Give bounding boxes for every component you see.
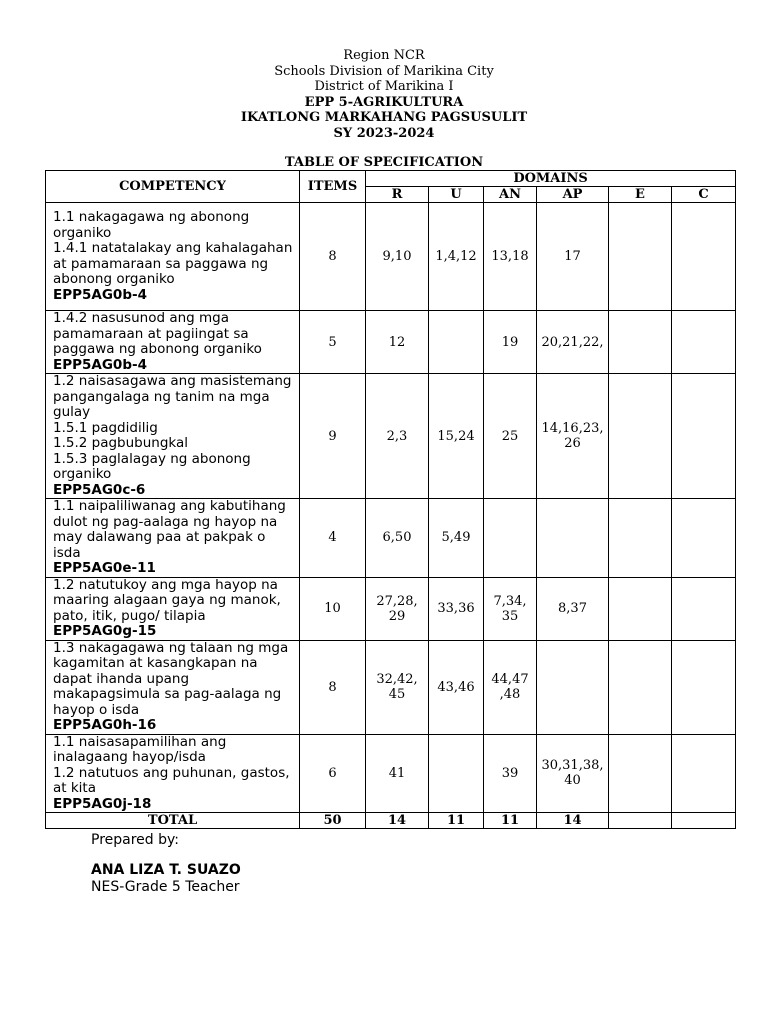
competency-text: 1.5.2 pagbubungkal: [53, 435, 189, 451]
preparer-name: ANA LIZA T. SUAZO: [91, 862, 241, 878]
ap-cell: 8,37: [537, 577, 609, 640]
competency-text: 1.1 naipaliliwanag ang kabutihang dulot ng pag-aalaga ng hayop na may dalawang paa at pakpak o isda: [53, 498, 286, 561]
competency-cell: [46, 734, 300, 813]
e-cell: [609, 734, 672, 813]
u-cell: 1,4,12: [429, 203, 484, 311]
items-cell: 10: [300, 577, 366, 640]
competency-text: 1.1 naisasapamilihan ang inalagaang hayop/isda: [53, 733, 227, 765]
competency-text: 1.3 nakagagawa ng talaan ng mga kagamitan at kasangkapan na dapat ihanda upang makapagsimula sa pag-aalaga ng hayop o isda: [53, 639, 289, 718]
r-cell: 27,28, 29: [366, 577, 429, 640]
preparer-position: NES-Grade 5 Teacher: [91, 879, 240, 895]
competency-code: EPP5AG0b-4: [53, 286, 147, 303]
competency-code: EPP5AG0c-6: [53, 481, 146, 498]
c-cell: [672, 734, 736, 813]
competency-cell: [46, 499, 300, 578]
competency-code: EPP5AG0h-16: [53, 717, 157, 733]
r-cell: 41: [366, 734, 429, 813]
competency-cell: [46, 311, 300, 374]
an-cell: [484, 499, 537, 578]
u-cell: 33,36: [429, 577, 484, 640]
table-row: [46, 640, 736, 734]
e-cell: [609, 203, 672, 311]
division-line: Schools Division of Marikina City: [274, 63, 494, 79]
district-line: District of Marikina I: [314, 79, 454, 94]
table-row: [46, 374, 736, 499]
competency-text: 1.4.1 natatalakay ang kahalagahan at pamamaraan sa paggawa ng abonong organiko: [53, 240, 293, 287]
total-label: TOTAL: [46, 813, 300, 829]
domain-e-header: E: [609, 187, 672, 203]
table-row: [46, 203, 736, 311]
ap-cell: 14,16,23, 26: [537, 374, 609, 499]
document-header: [0, 48, 768, 141]
r-cell: 6,50: [366, 499, 429, 578]
e-cell: [609, 374, 672, 499]
items-cell: 6: [300, 734, 366, 813]
r-cell: 2,3: [366, 374, 429, 499]
competency-code: EPP5AG0e-11: [53, 560, 156, 576]
competency-code: EPP5AG0g-15: [53, 623, 157, 639]
table-row: [46, 499, 736, 578]
total-e: [609, 813, 672, 829]
competency-code: EPP5AG0j-18: [53, 795, 152, 812]
items-cell: 4: [300, 499, 366, 578]
an-cell: 7,34, 35: [484, 577, 537, 640]
total-c: [672, 813, 736, 829]
competency-cell: [46, 203, 300, 311]
table-title: TABLE OF SPECIFICATION: [284, 155, 484, 170]
c-cell: [672, 577, 736, 640]
u-cell: 15,24: [429, 374, 484, 499]
competency-text: 1.2 natutukoy ang mga hayop na maaring alagaan gaya ng manok, pato, itik, pugo/ tilapia: [53, 576, 281, 624]
an-cell: 19: [484, 311, 537, 374]
competency-cell: [46, 374, 300, 499]
domain-c-header: C: [672, 187, 736, 203]
c-cell: [672, 499, 736, 578]
items-cell: 9: [300, 374, 366, 499]
items-cell: 8: [300, 640, 366, 734]
c-cell: [672, 203, 736, 311]
subject-line: EPP 5-AGRIKULTURA: [304, 94, 464, 110]
table-row: [46, 734, 736, 813]
total-an: 11: [484, 813, 537, 829]
u-cell: 5,49: [429, 499, 484, 578]
r-cell: 12: [366, 311, 429, 374]
region-line: Region NCR: [343, 48, 425, 63]
domain-ap-header: AP: [537, 187, 609, 203]
competency-header: COMPETENCY: [46, 171, 300, 203]
school-year-line: SY 2023-2024: [333, 125, 435, 141]
competency-text: 1.2 naisasagawa ang masistemang pangangalaga ng tanim na mga gulay: [53, 373, 292, 420]
domain-r-header: R: [366, 187, 429, 203]
table-row: [46, 311, 736, 374]
r-cell: 9,10: [366, 203, 429, 311]
competency-text: 1.5.1 pagdidilig: [53, 419, 158, 436]
an-cell: 39: [484, 734, 537, 813]
competency-text: 1.4.2 nasusunod ang mga pamamaraan at pagiingat sa paggawa ng abonong organiko: [53, 310, 262, 357]
r-cell: 32,42, 45: [366, 640, 429, 734]
an-cell: 44,47 ,48: [484, 640, 537, 734]
competency-code: EPP5AG0b-4: [53, 356, 147, 373]
total-r: 14: [366, 813, 429, 829]
u-cell: 43,46: [429, 640, 484, 734]
c-cell: [672, 311, 736, 374]
prepared-by-label: Prepared by:: [91, 832, 179, 848]
e-cell: [609, 311, 672, 374]
c-cell: [672, 640, 736, 734]
an-cell: 13,18: [484, 203, 537, 311]
total-ap: 14: [537, 813, 609, 829]
u-cell: [429, 734, 484, 813]
c-cell: [672, 374, 736, 499]
total-u: 11: [429, 813, 484, 829]
specification-table: [45, 170, 736, 829]
items-header: ITEMS: [300, 171, 366, 203]
items-cell: 5: [300, 311, 366, 374]
ap-cell: 17: [537, 203, 609, 311]
competency-cell: [46, 640, 300, 734]
ap-cell: 20,21,22,: [537, 311, 609, 374]
competency-text: 1.5.3 paglalagay ng abonong organiko: [53, 450, 251, 482]
domains-header: DOMAINS: [366, 171, 736, 187]
exam-line: IKATLONG MARKAHANG PAGSUSULIT: [240, 110, 528, 125]
domain-u-header: U: [429, 187, 484, 203]
u-cell: [429, 311, 484, 374]
e-cell: [609, 640, 672, 734]
domain-an-header: AN: [484, 187, 537, 203]
competency-text: 1.2 natutuos ang puhunan, gastos, at kita: [53, 764, 290, 796]
ap-cell: [537, 499, 609, 578]
ap-cell: 30,31,38, 40: [537, 734, 609, 813]
ap-cell: [537, 640, 609, 734]
e-cell: [609, 577, 672, 640]
competency-text: 1.1 nakagagawa ng abonong organiko: [53, 209, 250, 241]
e-cell: [609, 499, 672, 578]
items-cell: 8: [300, 203, 366, 311]
an-cell: 25: [484, 374, 537, 499]
total-row: [46, 813, 736, 829]
total-items: 50: [300, 813, 366, 829]
competency-cell: [46, 577, 300, 640]
table-row: [46, 577, 736, 640]
